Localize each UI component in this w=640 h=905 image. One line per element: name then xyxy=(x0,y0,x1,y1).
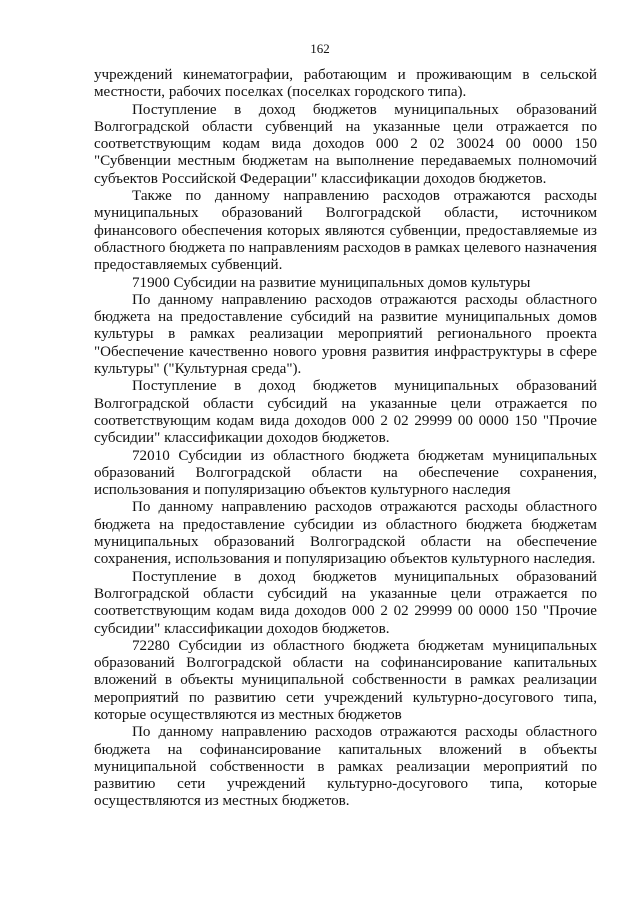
document-body xyxy=(94,67,597,811)
paragraph: По данному направлению расходов отражаются расходы областного бюджета на софинансирование капитальных вложений в объекты муниципальной собственности в рамках реализации мероприятий по развитию сети учреждений культурно-досугового типа, которые осуществляются из местных бюджетов. xyxy=(94,724,597,810)
section-heading: 72280 Субсидии из областного бюджета бюджетам муниципальных образований Волгоградской области на софинансирование капитальных вложений в объекты муниципальной собственности в рамках реализации мероприятий по развитию сети учреждений культурно-досугового типа, которые осуществляются из местных бюджетов xyxy=(94,637,597,723)
paragraph: Также по данному направлению расходов отражаются расходы муниципальных образований Волгоградской области, источником финансового обеспечения которых являются субвенции, предоставляемые из областного бюджета по направлениям расходов в рамках целевого назначения предоставляемых субвенций. xyxy=(94,188,597,274)
paragraph: Поступление в доход бюджетов муниципальных образований Волгоградской области субсидий на указанные цели отражается по соответствующим кодам вида доходов 000 2 02 29999 00 0000 150 "Прочие субсидии" классификации доходов бюджетов. xyxy=(94,568,597,637)
paragraph: Поступление в доход бюджетов муниципальных образований Волгоградской области субвенций на указанные цели отражается по соответствующим кодам вида доходов 000 2 02 30024 00 0000 150 "Субвенции местным бюджетам на выполнение передаваемых полномочий субъектов Российской Федерации" классификации доходов бюджетов. xyxy=(94,101,597,187)
paragraph: По данному направлению расходов отражаются расходы областного бюджета на предоставление субсидий на развитие муниципальных домов культуры в рамках реализации мероприятий регионального проекта "Обеспечение качественно нового уровня развития инфраструктуры в сфере культуры" ("Культурная среда"). xyxy=(94,291,597,378)
paragraph-continuation: учреждений кинематографии, работающим и проживающим в сельской местности, рабочих поселках (поселках городского типа). xyxy=(94,67,597,101)
page-number: 162 xyxy=(310,41,330,56)
paragraph: По данному направлению расходов отражаются расходы областного бюджета на предоставление субсидии из областного бюджета бюджетам муниципальных образований Волгоградской области на обеспечение сохранения, использования и популяризацию объектов культурного наследия. xyxy=(94,499,597,568)
paragraph: Поступление в доход бюджетов муниципальных образований Волгоградской области субсидий на указанные цели отражается по соответствующим кодам вида доходов 000 2 02 29999 00 0000 150 "Прочие субсидии" классификации доходов бюджетов. xyxy=(94,378,597,447)
section-heading: 72010 Субсидии из областного бюджета бюджетам муниципальных образований Волгоградской области на обеспечение сохранения, использования и популяризацию объектов культурного наследия xyxy=(94,447,597,499)
section-heading: 71900 Субсидии на развитие муниципальных домов культуры xyxy=(132,274,531,291)
